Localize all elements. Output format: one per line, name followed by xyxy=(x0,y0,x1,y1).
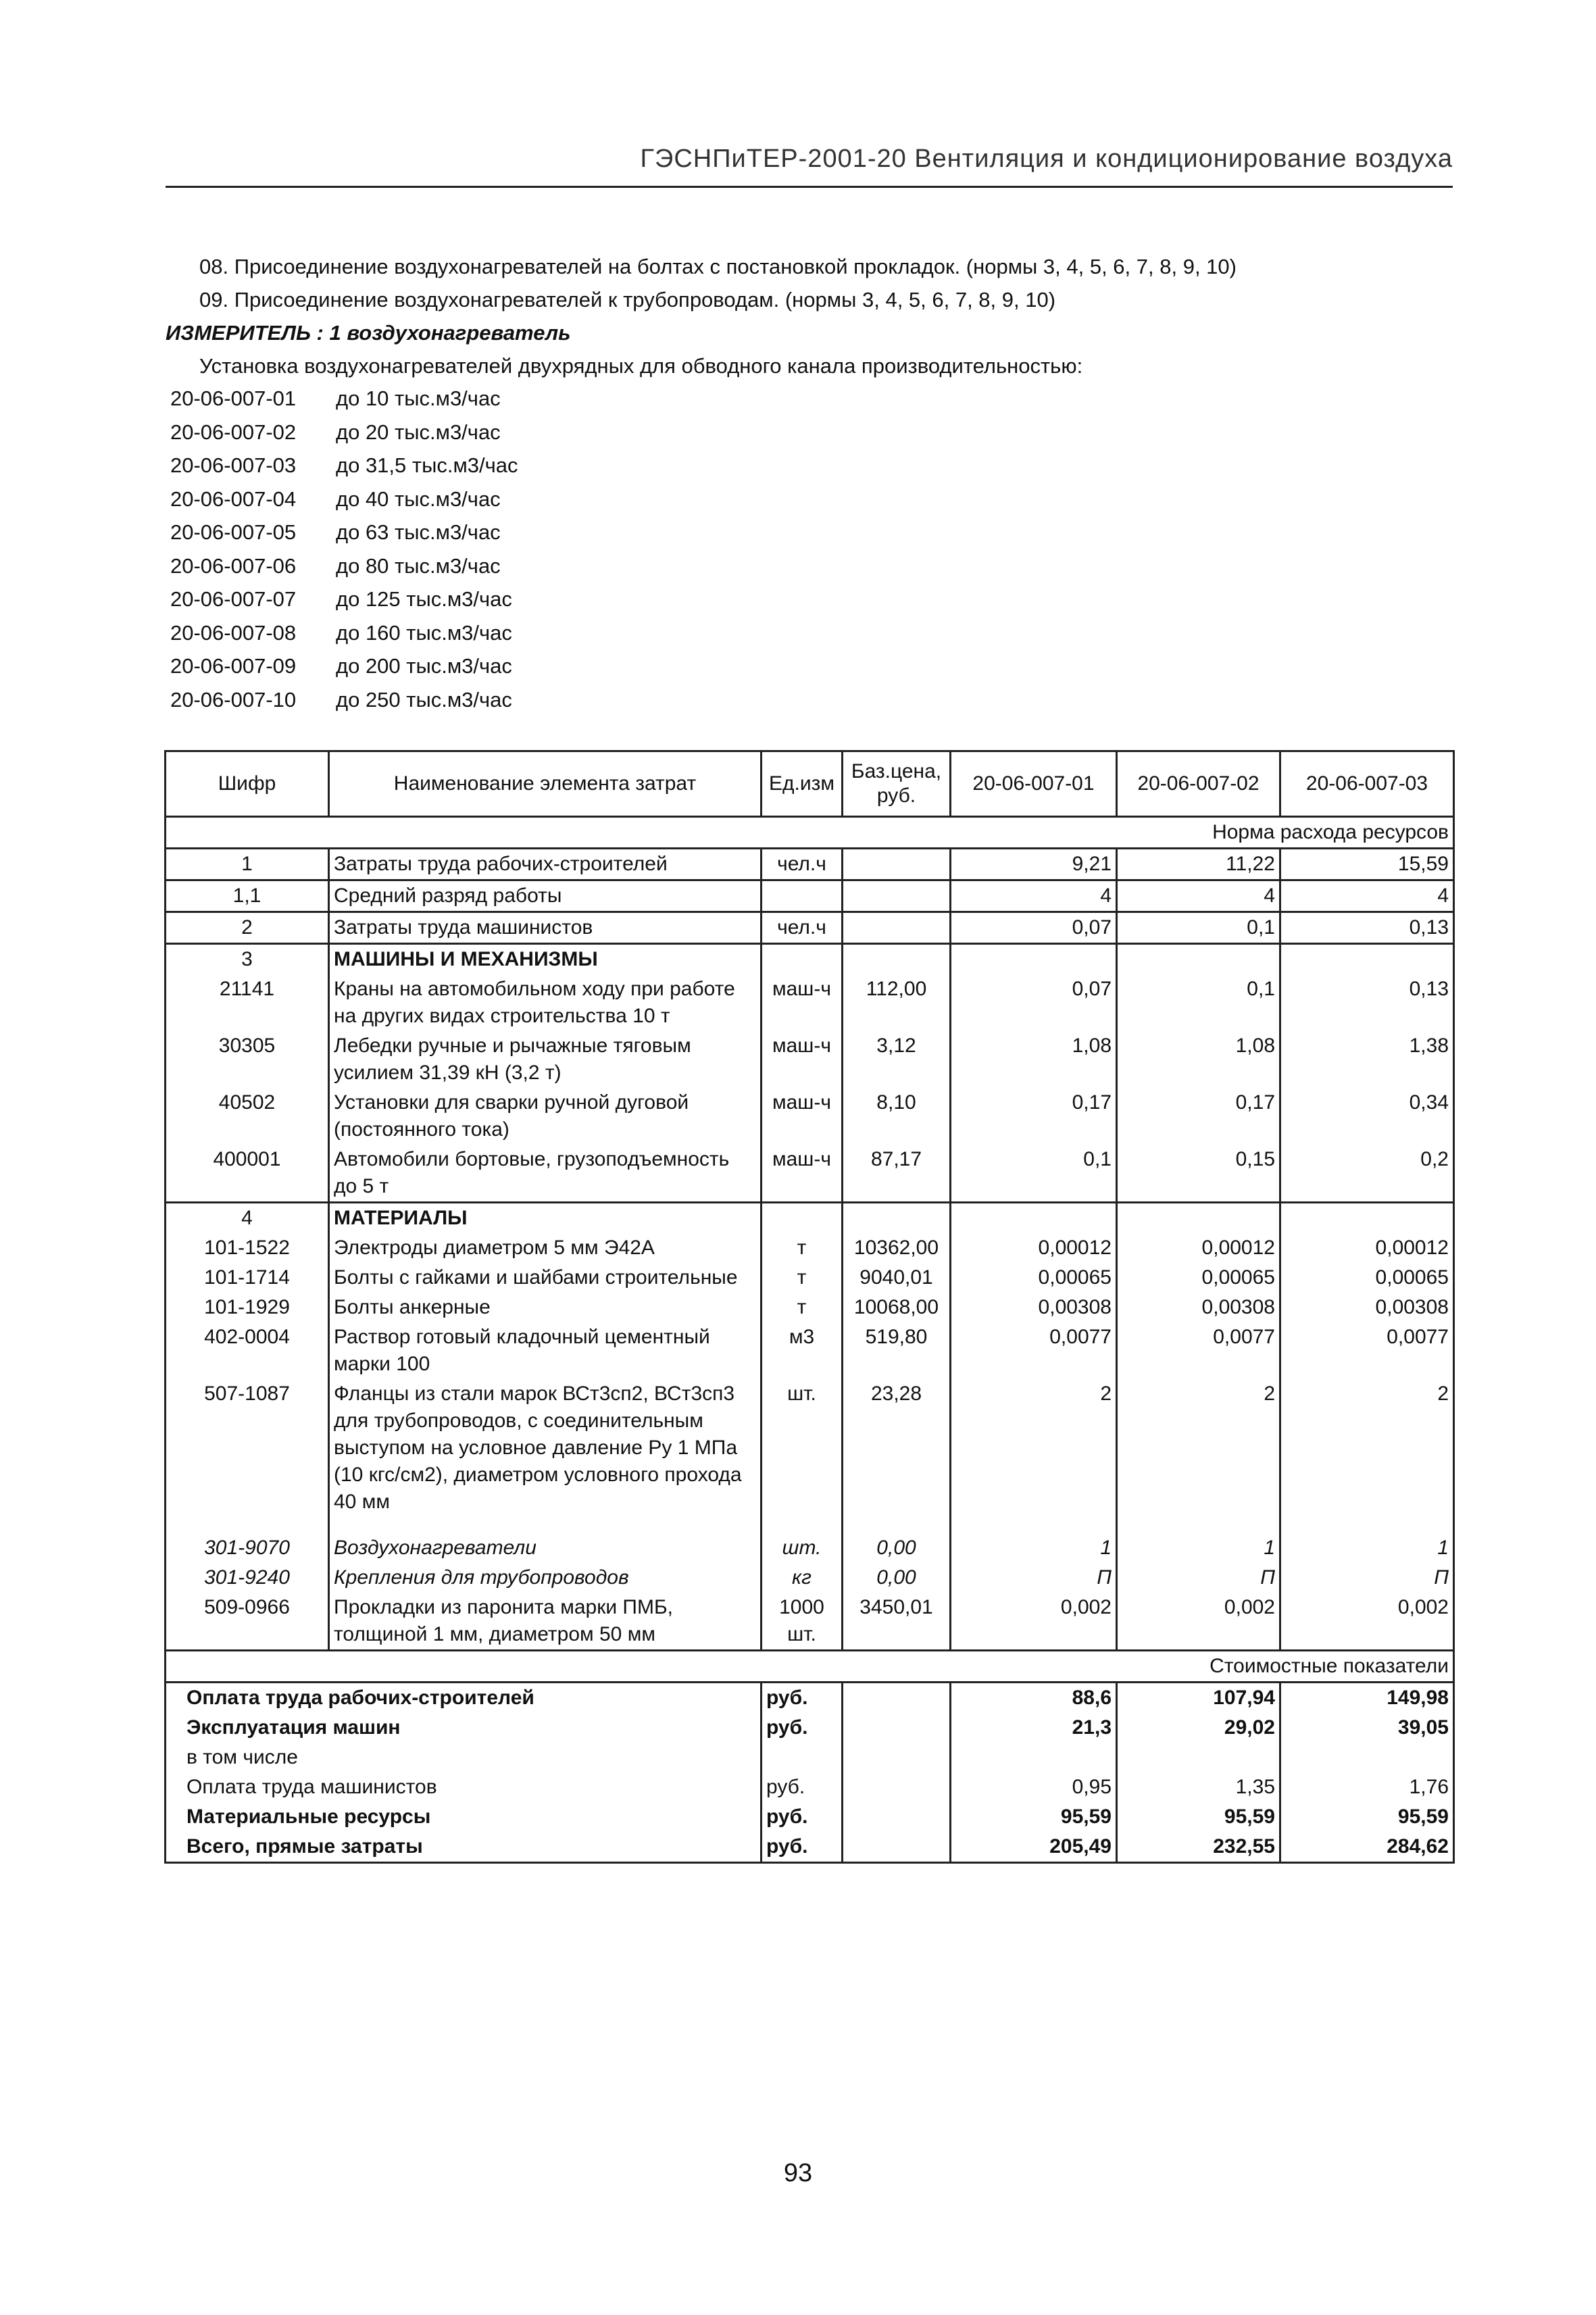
resource-name: Лебедки ручные и рычажные тяговым усилием 31,39 кН (3,2 т) xyxy=(329,1031,762,1088)
resource-row xyxy=(166,880,1454,912)
code-description: до 40 тыс.м3/час xyxy=(336,487,501,511)
code-description: до 80 тыс.м3/час xyxy=(336,553,501,578)
norm-value: 0,00012 xyxy=(951,1233,1117,1263)
norm-value: 0,00065 xyxy=(951,1263,1117,1293)
code-description: до 10 тыс.м3/час xyxy=(336,387,501,410)
section-code: 4 xyxy=(166,1203,329,1234)
norm-value: 0,002 xyxy=(951,1593,1117,1651)
norm-value: П xyxy=(951,1563,1117,1593)
cost-value: 21,3 xyxy=(951,1713,1117,1743)
resource-code: 1 xyxy=(166,849,329,880)
running-header xyxy=(166,139,1453,188)
resource-row xyxy=(166,1088,1454,1145)
code-list-item xyxy=(170,683,518,717)
column-header: Ед.изм xyxy=(762,751,843,817)
resource-code: 40502 xyxy=(166,1088,329,1145)
resource-unit: кг xyxy=(762,1563,843,1593)
section-code: 3 xyxy=(166,944,329,975)
code-description: до 200 тыс.м3/час xyxy=(336,654,512,678)
norm-value: 0,2 xyxy=(1280,1145,1454,1203)
norm-value: 0,00308 xyxy=(951,1293,1117,1322)
resource-name: Затраты труда рабочих-строителей xyxy=(329,849,762,880)
intro-line-08: 08. Присоединение воздухонагревателей на болтах с постановкой прокладок. (нормы 3, 4, 5, 6, 7, 8, 9, 10) xyxy=(199,255,1237,278)
norm-value: 1,38 xyxy=(1280,1031,1454,1088)
norm-value: 9,21 xyxy=(951,849,1117,880)
resource-code: 301-9240 xyxy=(166,1563,329,1593)
table-cell xyxy=(843,1772,951,1802)
norm-value: 0,00308 xyxy=(1280,1293,1454,1322)
resource-price: 9040,01 xyxy=(843,1263,951,1293)
cost-value: 1,35 xyxy=(1117,1772,1280,1802)
cost-value: 39,05 xyxy=(1280,1713,1454,1743)
resource-code: 301-9070 xyxy=(166,1533,329,1563)
norm-value: 0,15 xyxy=(1117,1145,1280,1203)
resource-name: Воздухонагреватели xyxy=(329,1533,762,1563)
table-cell xyxy=(951,1203,1117,1234)
cost-unit: руб. xyxy=(762,1713,843,1743)
resource-unit: т xyxy=(762,1293,843,1322)
norm-value: 0,00012 xyxy=(1280,1233,1454,1263)
resource-price: 3,12 xyxy=(843,1031,951,1088)
cost-value: 88,6 xyxy=(951,1683,1117,1714)
column-header: Шифр xyxy=(166,751,329,817)
resource-code: 1,1 xyxy=(166,880,329,912)
cost-value: 1,76 xyxy=(1280,1772,1454,1802)
norm-value: 0,1 xyxy=(1117,974,1280,1031)
cost-name: Оплата труда рабочих-строителей xyxy=(166,1683,762,1714)
resource-row xyxy=(166,1293,1454,1322)
code-list-item xyxy=(170,416,518,449)
resource-name: Средний разряд работы xyxy=(329,880,762,912)
code-description: до 63 тыс.м3/час xyxy=(336,520,501,544)
cost-value: 29,02 xyxy=(1117,1713,1280,1743)
resource-row xyxy=(166,1233,1454,1263)
norm-value: 1,08 xyxy=(951,1031,1117,1088)
resource-unit: маш-ч xyxy=(762,974,843,1031)
column-header: 20-06-007-02 xyxy=(1117,751,1280,817)
norm-value: 0,002 xyxy=(1280,1593,1454,1651)
resource-price: 519,80 xyxy=(843,1322,951,1379)
norm-value: 4 xyxy=(1117,880,1280,912)
norm-value: П xyxy=(1117,1563,1280,1593)
norm-value: 0,13 xyxy=(1280,912,1454,944)
cost-value: 95,59 xyxy=(1280,1802,1454,1832)
cost-row xyxy=(166,1713,1454,1743)
code-number: 20-06-007-07 xyxy=(170,587,297,611)
column-header: Наименование элемента затрат xyxy=(329,751,762,817)
column-header: Баз.цена, руб. xyxy=(843,751,951,817)
cost-row xyxy=(166,1772,1454,1802)
table-cell xyxy=(1117,944,1280,975)
code-number: 20-06-007-06 xyxy=(170,553,297,578)
cost-section-title: Стоимостные показатели xyxy=(166,1651,1454,1683)
materials-section-row xyxy=(166,1203,1454,1234)
code-number: 20-06-007-04 xyxy=(170,487,297,511)
norm-value: 0,1 xyxy=(951,1145,1117,1203)
norm-value: 0,0077 xyxy=(1280,1322,1454,1379)
resource-code: 101-1929 xyxy=(166,1293,329,1322)
table-header-row xyxy=(166,751,1454,817)
code-list-item xyxy=(170,549,518,583)
page-number: 93 xyxy=(783,2159,813,2187)
resource-code: 507-1087 xyxy=(166,1379,329,1533)
resource-name: Фланцы из стали марок ВСт3сп2, ВСт3сп3 для трубопроводов, с соединительным выступом на условное давление Ру 1 МПа (10 кгс/см2), диаметром условного прохода 40 мм xyxy=(329,1379,762,1533)
resource-row xyxy=(166,1263,1454,1293)
resource-price: 112,00 xyxy=(843,974,951,1031)
resource-price xyxy=(843,912,951,944)
cost-value: 0,95 xyxy=(951,1772,1117,1802)
norm-value: 2 xyxy=(951,1379,1117,1533)
cost-row xyxy=(166,1802,1454,1832)
table-cell xyxy=(843,1802,951,1832)
norm-value: 11,22 xyxy=(1117,849,1280,880)
resource-code: 101-1522 xyxy=(166,1233,329,1263)
table-cell xyxy=(951,944,1117,975)
resource-price: 23,28 xyxy=(843,1379,951,1533)
table-cell xyxy=(1280,1203,1454,1234)
code-list-item xyxy=(170,516,518,549)
norm-value: 0,07 xyxy=(951,974,1117,1031)
code-list-item xyxy=(170,482,518,516)
resource-unit: шт. xyxy=(762,1533,843,1563)
resource-name: Крепления для трубопроводов xyxy=(329,1563,762,1593)
code-description: до 125 тыс.м3/час xyxy=(336,587,512,611)
code-list-item xyxy=(170,382,518,416)
norm-value: 0,0077 xyxy=(951,1322,1117,1379)
cost-unit: руб. xyxy=(762,1832,843,1863)
resource-price: 8,10 xyxy=(843,1088,951,1145)
resource-unit: т xyxy=(762,1233,843,1263)
code-description: до 160 тыс.м3/час xyxy=(336,620,512,645)
norm-value: 15,59 xyxy=(1280,849,1454,880)
norm-value: 0,002 xyxy=(1117,1593,1280,1651)
cost-row xyxy=(166,1743,1454,1772)
resource-code: 30305 xyxy=(166,1031,329,1088)
column-header: 20-06-007-01 xyxy=(951,751,1117,817)
resource-row xyxy=(166,849,1454,880)
resource-code: 2 xyxy=(166,912,329,944)
resource-name: Электроды диаметром 5 мм Э42А xyxy=(329,1233,762,1263)
norm-section-row xyxy=(166,817,1454,849)
table-cell xyxy=(843,1832,951,1863)
norm-value: 2 xyxy=(1280,1379,1454,1533)
table-cell xyxy=(843,944,951,975)
resource-row xyxy=(166,1379,1454,1533)
resource-unit: маш-ч xyxy=(762,1031,843,1088)
cost-unit xyxy=(762,1743,843,1772)
cost-name: Всего, прямые затраты xyxy=(166,1832,762,1863)
resource-table xyxy=(164,750,1455,1864)
resource-name: Установки для сварки ручной дуговой (постоянного тока) xyxy=(329,1088,762,1145)
table-cell xyxy=(1280,944,1454,975)
resource-unit: чел.ч xyxy=(762,912,843,944)
section-title: МАШИНЫ И МЕХАНИЗМЫ xyxy=(329,944,762,975)
cost-value: 107,94 xyxy=(1117,1683,1280,1714)
norm-value: 0,0077 xyxy=(1117,1322,1280,1379)
norm-value: 0,00065 xyxy=(1280,1263,1454,1293)
intro-line-install: Установка воздухонагревателей двухрядных для обводного канала производительностью: xyxy=(199,354,1083,378)
header-title: ГЭСНПиТЕР-2001-20 Вентиляция и кондиционирование воздуха xyxy=(640,145,1453,173)
cost-name: Оплата труда машинистов xyxy=(166,1772,762,1802)
resource-unit: маш-ч xyxy=(762,1145,843,1203)
cost-value: 149,98 xyxy=(1280,1683,1454,1714)
resource-row xyxy=(166,1031,1454,1088)
resource-name: Прокладки из паронита марки ПМБ, толщиной 1 мм, диаметром 50 мм xyxy=(329,1593,762,1651)
table-cell xyxy=(843,1203,951,1234)
norm-section-title: Норма расхода ресурсов xyxy=(166,817,1454,849)
resource-row xyxy=(166,1563,1454,1593)
resource-row xyxy=(166,1322,1454,1379)
norm-value: 0,13 xyxy=(1280,974,1454,1031)
resource-code: 400001 xyxy=(166,1145,329,1203)
table-cell xyxy=(1117,1203,1280,1234)
cost-value: 232,55 xyxy=(1117,1832,1280,1863)
resource-code: 402-0004 xyxy=(166,1322,329,1379)
resource-unit: т xyxy=(762,1263,843,1293)
norm-value: 1,08 xyxy=(1117,1031,1280,1088)
norm-value: 2 xyxy=(1117,1379,1280,1533)
resource-price: 0,00 xyxy=(843,1563,951,1593)
resource-code: 509-0966 xyxy=(166,1593,329,1651)
cost-value xyxy=(1117,1743,1280,1772)
table-cell xyxy=(843,1713,951,1743)
resource-price: 10068,00 xyxy=(843,1293,951,1322)
cost-value xyxy=(1280,1743,1454,1772)
code-number: 20-06-007-08 xyxy=(170,620,297,645)
cost-value: 95,59 xyxy=(1117,1802,1280,1832)
resource-unit: 1000 шт. xyxy=(762,1593,843,1651)
cost-value: 95,59 xyxy=(951,1802,1117,1832)
resource-price xyxy=(843,849,951,880)
table-cell xyxy=(762,944,843,975)
code-number: 20-06-007-09 xyxy=(170,654,297,678)
resource-price: 3450,01 xyxy=(843,1593,951,1651)
norm-value: П xyxy=(1280,1563,1454,1593)
norm-value: 0,07 xyxy=(951,912,1117,944)
norm-value: 0,00065 xyxy=(1117,1263,1280,1293)
cost-unit: руб. xyxy=(762,1683,843,1714)
code-number: 20-06-007-02 xyxy=(170,420,297,444)
column-header: 20-06-007-03 xyxy=(1280,751,1454,817)
resource-name: Болты с гайками и шайбами строительные xyxy=(329,1263,762,1293)
intro-line-09: 09. Присоединение воздухонагревателей к трубопроводам. (нормы 3, 4, 5, 6, 7, 8, 9, 10) xyxy=(199,288,1056,312)
norm-value: 1 xyxy=(951,1533,1117,1563)
resource-unit xyxy=(762,880,843,912)
code-number: 20-06-007-05 xyxy=(170,520,297,544)
code-list xyxy=(170,382,518,716)
cost-row xyxy=(166,1832,1454,1863)
resource-row xyxy=(166,1145,1454,1203)
norm-value: 0,17 xyxy=(1117,1088,1280,1145)
resource-row xyxy=(166,1593,1454,1651)
code-number: 20-06-007-10 xyxy=(170,687,297,712)
resource-row xyxy=(166,974,1454,1031)
norm-value: 0,00308 xyxy=(1117,1293,1280,1322)
resource-code: 101-1714 xyxy=(166,1263,329,1293)
norm-value: 4 xyxy=(1280,880,1454,912)
code-list-item xyxy=(170,616,518,650)
resource-unit: чел.ч xyxy=(762,849,843,880)
section-title: МАТЕРИАЛЫ xyxy=(329,1203,762,1234)
cost-name: Эксплуатация машин xyxy=(166,1713,762,1743)
resource-price: 87,17 xyxy=(843,1145,951,1203)
cost-value: 205,49 xyxy=(951,1832,1117,1863)
cost-value xyxy=(951,1743,1117,1772)
resource-name: Раствор готовый кладочный цементный марки 100 xyxy=(329,1322,762,1379)
table-cell xyxy=(843,1683,951,1714)
norm-value: 0,00012 xyxy=(1117,1233,1280,1263)
code-list-item xyxy=(170,582,518,616)
code-list-item xyxy=(170,649,518,683)
resource-unit: шт. xyxy=(762,1379,843,1533)
resource-price: 0,00 xyxy=(843,1533,951,1563)
resource-unit: маш-ч xyxy=(762,1088,843,1145)
code-number: 20-06-007-01 xyxy=(170,387,297,410)
code-description: до 31,5 тыс.м3/час xyxy=(336,453,518,477)
norm-value: 4 xyxy=(951,880,1117,912)
code-description: до 250 тыс.м3/час xyxy=(336,687,512,712)
cost-value: 284,62 xyxy=(1280,1832,1454,1863)
norm-value: 0,17 xyxy=(951,1088,1117,1145)
resource-row xyxy=(166,912,1454,944)
cost-unit: руб. xyxy=(762,1772,843,1802)
resource-code: 21141 xyxy=(166,974,329,1031)
code-description: до 20 тыс.м3/час xyxy=(336,420,501,444)
section-intro xyxy=(166,250,1449,382)
resource-price xyxy=(843,880,951,912)
norm-value: 1 xyxy=(1117,1533,1280,1563)
machines-section-row xyxy=(166,944,1454,975)
norm-value: 0,34 xyxy=(1280,1088,1454,1145)
resource-price: 10362,00 xyxy=(843,1233,951,1263)
cost-section-row xyxy=(166,1651,1454,1683)
resource-name: Затраты труда машинистов xyxy=(329,912,762,944)
cost-name: в том числе xyxy=(166,1743,762,1772)
cost-row xyxy=(166,1683,1454,1714)
resource-unit: м3 xyxy=(762,1322,843,1379)
resource-row xyxy=(166,1533,1454,1563)
cost-name: Материальные ресурсы xyxy=(166,1802,762,1832)
table-cell xyxy=(843,1743,951,1772)
cost-unit: руб. xyxy=(762,1802,843,1832)
meter-line: ИЗМЕРИТЕЛЬ : 1 воздухонагреватель xyxy=(166,321,571,345)
code-number: 20-06-007-03 xyxy=(170,453,297,477)
resource-name: Автомобили бортовые, грузоподъемность до 5 т xyxy=(329,1145,762,1203)
table-cell xyxy=(762,1203,843,1234)
resource-table-body xyxy=(166,751,1454,1863)
norm-value: 1 xyxy=(1280,1533,1454,1563)
resource-name: Краны на автомобильном ходу при работе на других видах строительства 10 т xyxy=(329,974,762,1031)
code-list-item xyxy=(170,449,518,482)
norm-value: 0,1 xyxy=(1117,912,1280,944)
resource-name: Болты анкерные xyxy=(329,1293,762,1322)
